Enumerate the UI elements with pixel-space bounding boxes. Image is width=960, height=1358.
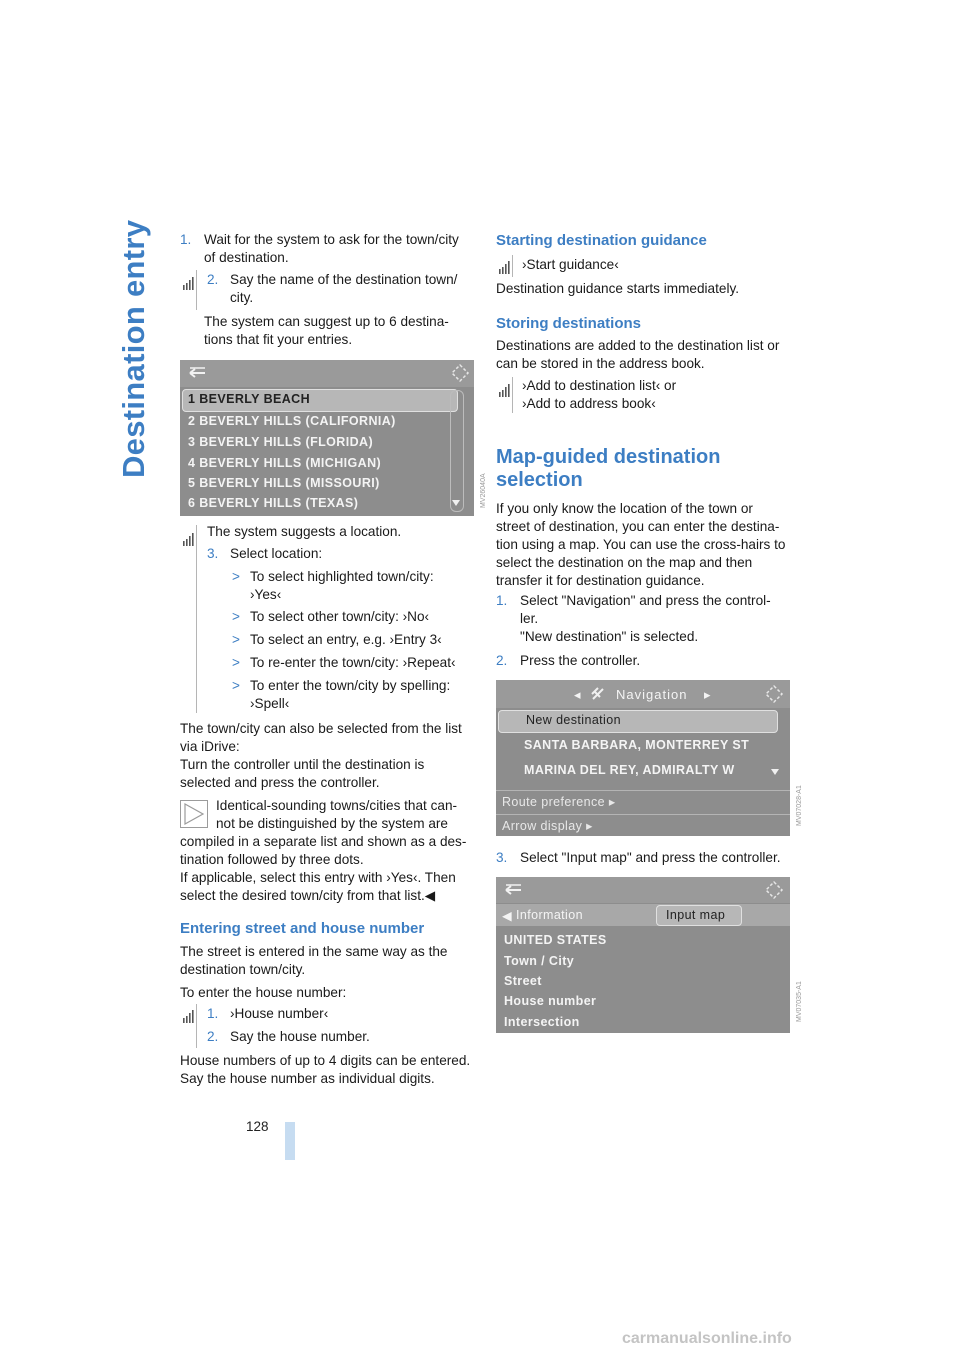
- map-step-2-number: 2.: [496, 653, 508, 668]
- scrollbar[interactable]: [450, 390, 464, 512]
- arrow-display-item[interactable]: Arrow display ▸: [502, 819, 593, 833]
- controller-icon: [764, 684, 784, 704]
- divider: [496, 790, 790, 791]
- scroll-down-icon: [771, 768, 779, 776]
- heading-start-guidance: Starting destination guidance: [496, 232, 707, 249]
- page-number: 128: [246, 1119, 269, 1134]
- suggestion-item[interactable]: 1 BEVERLY BEACH: [188, 392, 311, 406]
- screen-title: Navigation: [616, 687, 688, 702]
- step-2-text: Say the name of the destination town/ city.: [230, 272, 458, 305]
- chapter-title-text: Destination entry: [116, 219, 151, 478]
- option-marker: >: [232, 678, 240, 693]
- heading-storing: Storing destinations: [496, 315, 642, 332]
- address-field-item[interactable]: House number: [504, 994, 597, 1008]
- tab-input-map[interactable]: Input map: [666, 908, 726, 922]
- scroll-down-icon: [452, 499, 460, 507]
- suggestion-item[interactable]: 3 BEVERLY HILLS (FLORIDA): [188, 435, 374, 449]
- screen-header: [180, 360, 474, 387]
- map-step-3-text: Select "Input map" and press the controller.: [520, 850, 781, 865]
- voice-command-icon: [182, 1010, 194, 1024]
- figure-code: MV07035-A1: [796, 981, 803, 1022]
- idrive-paragraph: The town/city can also be selected from the list via iDrive: Turn the controller until the destination is selected and press the controller.: [180, 721, 462, 790]
- house-step-2-number: 2.: [207, 1029, 219, 1044]
- figure-code: MV26040A: [480, 473, 487, 508]
- route-preference-item[interactable]: Route preference ▸: [502, 795, 616, 809]
- suggestion-item[interactable]: 2 BEVERLY HILLS (CALIFORNIA): [188, 414, 396, 428]
- map-step-1-text: Select "Navigation" and press the control- ler. "New destination" is selected.: [520, 593, 771, 644]
- note-text-a: Identical-sounding towns/cities that can- not be distinguished by the system are: [216, 798, 458, 831]
- voice-command-rule: [196, 1004, 197, 1048]
- house-step-1-number: 1.: [207, 1006, 219, 1021]
- address-field-item[interactable]: Intersection: [504, 1015, 580, 1029]
- option-marker: >: [232, 632, 240, 647]
- recent-destination-item[interactable]: SANTA BARBARA, MONTERREY ST: [524, 738, 750, 752]
- voice-command-rule: [512, 255, 513, 277]
- address-field-item[interactable]: UNITED STATES: [504, 933, 607, 947]
- back-arrow-icon: [188, 366, 208, 380]
- new-destination-item[interactable]: New destination: [526, 713, 621, 727]
- store-commands: ›Add to destination list‹ or ›Add to address book‹: [522, 378, 677, 411]
- watermark: carmanualsonline.info: [622, 1330, 792, 1347]
- store-paragraph: Destinations are added to the destination list or can be stored in the address book.: [496, 338, 780, 371]
- street-paragraph: The street is entered in the same way as the destination town/city.: [180, 944, 448, 977]
- map-step-3-number: 3.: [496, 850, 508, 865]
- recent-destination-item[interactable]: MARINA DEL REY, ADMIRALTY W: [524, 763, 735, 777]
- nav-left-arrow-icon[interactable]: ◂: [574, 687, 581, 702]
- option-text: To select highlighted town/city: ›Yes‹: [250, 569, 434, 602]
- heading-map-guided: Map-guided destination selection: [496, 446, 721, 491]
- start-command: ›Start guidance‹: [522, 257, 619, 272]
- suggestion-item[interactable]: 6 BEVERLY HILLS (TEXAS): [188, 496, 359, 510]
- voice-command-rule: [196, 525, 197, 713]
- note-text-b: compiled in a separate list and shown as a des- tination followed by three dots. If applicable, select this entry with ›Yes‹. Then select the desired town/city from that list.◀: [180, 834, 467, 903]
- tab-left-arrow-icon[interactable]: ◀: [502, 909, 513, 923]
- voice-command-rule: [196, 270, 197, 310]
- option-text: To select an entry, e.g. ›Entry 3‹: [250, 632, 442, 647]
- option-marker: >: [232, 655, 240, 670]
- voice-command-icon: [182, 277, 194, 291]
- map-step-2-text: Press the controller.: [520, 653, 641, 668]
- page-number-bar: [285, 1122, 295, 1160]
- house-intro: To enter the house number:: [180, 985, 347, 1000]
- step-3-text: Select location:: [230, 546, 323, 561]
- option-text: To select other town/city: ›No‹: [250, 609, 430, 624]
- address-field-item[interactable]: Town / City: [504, 954, 575, 968]
- house-step-1-text: ›House number‹: [230, 1006, 329, 1021]
- step-1-text: Wait for the system to ask for the town/city of destination.: [204, 232, 459, 265]
- start-text: Destination guidance starts immediately.: [496, 281, 740, 296]
- divider: [496, 814, 790, 815]
- controller-icon: [450, 363, 470, 383]
- step-1-number: 1.: [180, 232, 192, 247]
- suggest-text: The system can suggest up to 6 destina- tions that fit your entries.: [204, 314, 449, 347]
- option-marker: >: [232, 609, 240, 624]
- screen-header: [496, 877, 790, 903]
- chapter-sidebar-title: [112, 219, 156, 490]
- voice-command-icon: [498, 261, 510, 275]
- suggestion-item[interactable]: 4 BEVERLY HILLS (MICHIGAN): [188, 456, 382, 470]
- back-arrow-icon: [504, 883, 524, 897]
- step-2-number: 2.: [207, 272, 219, 287]
- heading-street-house: Entering street and house number: [180, 920, 425, 937]
- town-suggestion-screen: [180, 360, 474, 516]
- option-text: To re-enter the town/city: ›Repeat‹: [250, 655, 456, 670]
- nav-right-arrow-icon[interactable]: ▸: [704, 687, 711, 702]
- step-3-number: 3.: [207, 546, 219, 561]
- option-text: To enter the town/city by spelling: ›Spell‹: [250, 678, 451, 711]
- house-note: House numbers of up to 4 digits can be entered. Say the house number as individual digits.: [180, 1053, 471, 1086]
- voice-command-rule: [512, 377, 513, 413]
- map-paragraph: If you only know the location of the town or street of destination, you can enter the destina- tion using a map. You can use the cross-hairs to select the destination on the map and then transfer it for destination guidance.: [496, 501, 786, 588]
- address-field-item[interactable]: Street: [504, 974, 542, 988]
- tab-information[interactable]: Information: [516, 908, 583, 922]
- note-icon: [180, 800, 208, 828]
- voice-command-icon: [498, 384, 510, 398]
- map-step-1-number: 1.: [496, 593, 508, 608]
- suggestion-item[interactable]: 5 BEVERLY HILLS (MISSOURI): [188, 476, 380, 490]
- controller-icon: [764, 880, 784, 900]
- figure-code: MV07028-A1: [796, 785, 803, 826]
- house-step-2-text: Say the house number.: [230, 1029, 370, 1044]
- input-map-screen: [496, 877, 790, 1033]
- option-marker: >: [232, 569, 240, 584]
- satellite-icon: [590, 686, 606, 702]
- suggests-location-text: The system suggests a location.: [207, 524, 402, 539]
- navigation-screen: [496, 680, 790, 836]
- voice-command-icon: [182, 533, 194, 547]
